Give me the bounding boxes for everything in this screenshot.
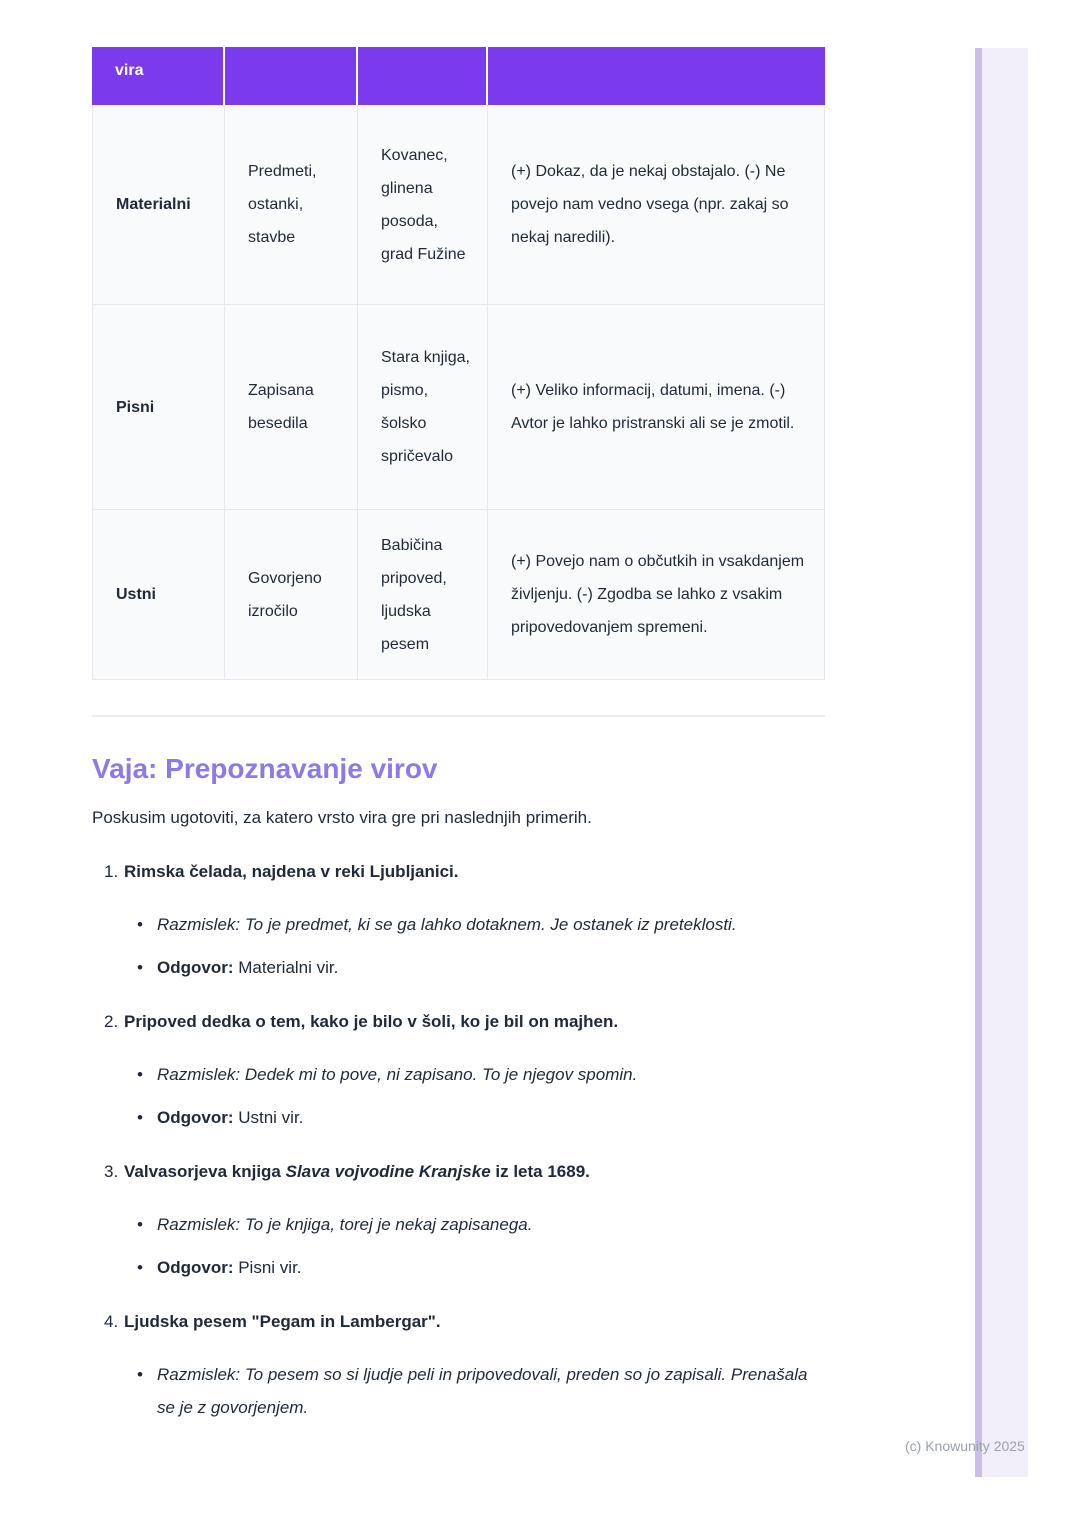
odgovor-label: Odgovor: [157,1258,234,1277]
cell-description: Govorjeno izročilo [225,510,358,680]
bullet-dot-icon: • [137,1108,143,1127]
item-number: 2. [104,1012,119,1031]
item-title-pre: Valvasorjeva knjiga [124,1162,286,1181]
table-row-pisni [92,305,825,510]
item-bullets [92,908,825,984]
cell-evaluation: (+) Povejo nam o občutkih in vsakdanjem življenju. (-) Zgodba se lahko z vsakim pripovedovanjem spremeni. [488,510,825,680]
sources-table [92,47,825,680]
section-heading: Vaja: Prepoznavanje virov [92,753,438,784]
razmislek-bullet [92,908,825,941]
cell-evaluation: (+) Dokaz, da je nekaj obstajalo. (-) Ne povejo nam vedno vsega (npr. zakaj so nekaj naredili). [488,105,825,305]
exercise-list [92,860,825,1424]
odgovor-bullet [92,1251,825,1284]
odgovor-line [157,951,338,984]
odgovor-line [157,1251,302,1284]
item-head [92,1310,825,1334]
list-item-1 [92,860,825,984]
bullet-dot-icon: • [137,1215,143,1234]
item-title: Ljudska pesem "Pegam in Lambergar". [124,1312,441,1331]
odgovor-bullet [92,951,825,984]
item-number: 1. [104,862,119,881]
razmislek-text: Razmislek: To pesem so si ljudje peli in pripovedovali, preden so jo zapisali. Prenašala se je z govorjenjem. [157,1365,808,1417]
cell-examples: Kovanec, glinena posoda, grad Fužine [358,105,488,305]
item-title: Rimska čelada, najdena v reki Ljubljanici. [124,862,459,881]
bullet-dot-icon: • [137,1365,143,1384]
list-item-3 [92,1160,825,1284]
bullet-dot-icon: • [137,1065,143,1084]
odgovor-line [157,1101,303,1134]
table-row-materialni [92,105,825,305]
table-header-row [92,47,825,105]
razmislek-text: Razmislek: To je knjiga, torej je nekaj zapisanega. [157,1215,533,1234]
item-bullets [92,1358,825,1424]
header-cell-4 [488,47,825,105]
header-cell-2 [225,47,358,105]
item-bullets [92,1208,825,1284]
item-title: Pripoved dedka o tem, kako je bilo v šoli, ko je bil on majhen. [124,1012,619,1031]
section-divider [92,715,825,717]
razmislek-bullet [92,1058,825,1091]
right-margin-band [975,48,1028,1477]
cell-description: Zapisana besedila [225,305,358,510]
header-cell-vira: vira [92,47,225,105]
razmislek-text: Razmislek: Dedek mi to pove, ni zapisano. To je njegov spomin. [157,1065,638,1084]
odgovor-bullet [92,1101,825,1134]
bullet-dot-icon: • [137,958,143,977]
item-head [92,1160,825,1184]
cell-examples: Babičina pripoved, ljudska pesem [358,510,488,680]
list-item-2 [92,1010,825,1134]
item-title [124,1160,590,1184]
header-cell-3 [358,47,488,105]
razmislek-bullet [92,1358,825,1424]
item-head [92,860,825,884]
item-head [92,1010,825,1034]
page-content [92,47,825,1450]
cell-examples: Stara knjiga, pismo, šolsko spričevalo [358,305,488,510]
item-number: 4. [104,1312,119,1331]
cell-type: Ustni [92,510,225,680]
cell-evaluation: (+) Veliko informacij, datumi, imena. (-) Avtor je lahko pristranski ali se je zmotil. [488,305,825,510]
intro-text: Poskusim ugotoviti, za katero vrsto vira gre pri naslednjih primerih. [92,808,592,827]
item-number: 3. [104,1162,119,1181]
bullet-dot-icon: • [137,915,143,934]
list-item-4 [92,1310,825,1424]
razmislek-bullet [92,1208,825,1241]
odgovor-label: Odgovor: [157,958,234,977]
razmislek-text: Razmislek: To je predmet, ki se ga lahko dotaknem. Je ostanek iz preteklosti. [157,915,737,934]
item-title-post: iz leta 1689. [490,1162,590,1181]
watermark: (c) Knowunity 2025 [905,1438,1025,1454]
cell-type: Materialni [92,105,225,305]
odgovor-text: Pisni vir. [233,1258,302,1277]
item-bullets [92,1058,825,1134]
cell-description: Predmeti, ostanki, stavbe [225,105,358,305]
odgovor-text: Materialni vir. [233,958,339,977]
table-row-ustni [92,510,825,680]
odgovor-text: Ustni vir. [233,1108,304,1127]
item-title-book: Slava vojvodine Kranjske [285,1162,491,1181]
bullet-dot-icon: • [137,1258,143,1277]
cell-type: Pisni [92,305,225,510]
odgovor-label: Odgovor: [157,1108,234,1127]
